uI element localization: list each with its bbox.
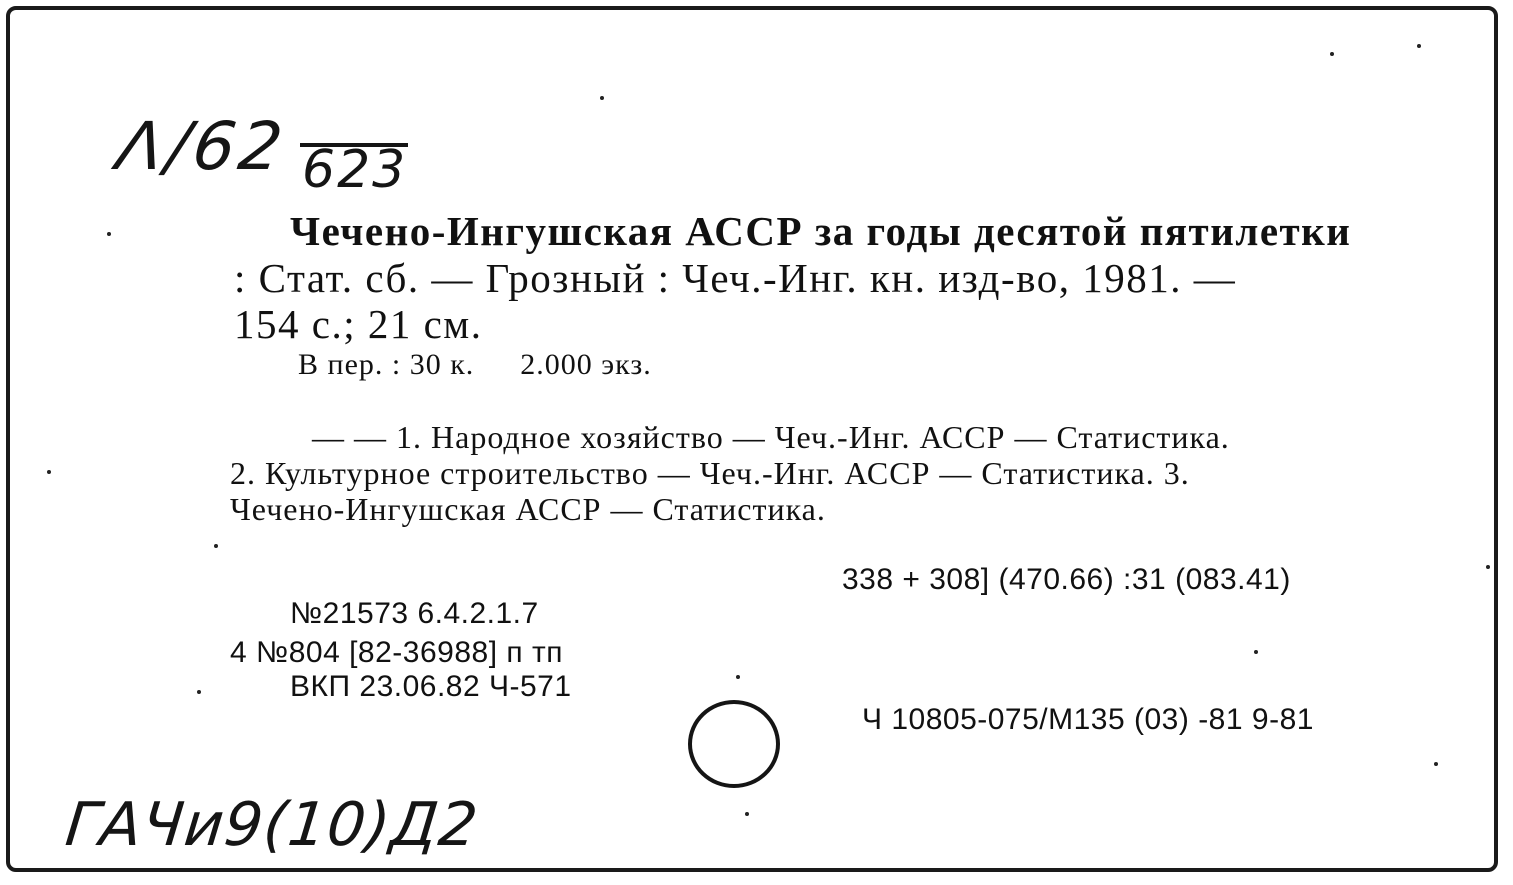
card-punch-hole: [688, 700, 780, 788]
speck: [1254, 650, 1258, 654]
udc-classification: 338 + 308] (470.66) :31 (083.41): [842, 563, 1291, 596]
record-number: №21573 6.4.2.1.7: [290, 597, 539, 630]
speck: [745, 812, 749, 816]
speck: [1434, 762, 1438, 766]
speck: [197, 690, 201, 694]
speck: [107, 232, 111, 236]
handwritten-call-number-sub: 623: [302, 140, 408, 200]
order-line: 4 №804 [82-36988] п тп: [230, 636, 563, 669]
subjects-line-1: — — 1. Народное хозяйство — Чеч.-Инг. АССР — Статистика.: [312, 419, 1230, 455]
handwritten-call-number: Λ/62: [112, 108, 291, 185]
record-title: Чечено-Ингушская АССР за годы десятой пятилетки: [290, 208, 1352, 254]
speck: [600, 96, 604, 100]
print-run-text: 2.000 экз.: [520, 348, 652, 381]
speck: [1417, 44, 1421, 48]
price-text: В пер. : 30 к.: [298, 348, 475, 381]
price-line: [298, 348, 652, 382]
vkp-line: ВКП 23.06.82 Ч-571: [290, 670, 572, 703]
handwritten-bottom-note: ГАЧи9(10)Д2: [62, 790, 482, 860]
bbk-code-line: Ч 10805-075/М135 (03) -81 9-81: [862, 703, 1314, 736]
speck: [214, 544, 218, 548]
subjects-line-2: 2. Культурное строительство — Чеч.-Инг. АССР — Статистика. 3.: [230, 455, 1190, 491]
publication-line-1: : Стат. сб. — Грозный : Чеч.-Инг. кн. изд-во, 1981. —: [234, 255, 1237, 301]
speck: [1330, 52, 1334, 56]
publication-line-2: 154 с.; 21 см.: [234, 301, 483, 347]
speck: [47, 470, 51, 474]
subjects-line-3: Чечено-Ингушская АССР — Статистика.: [230, 491, 826, 527]
speck: [1486, 565, 1490, 569]
speck: [736, 675, 740, 679]
